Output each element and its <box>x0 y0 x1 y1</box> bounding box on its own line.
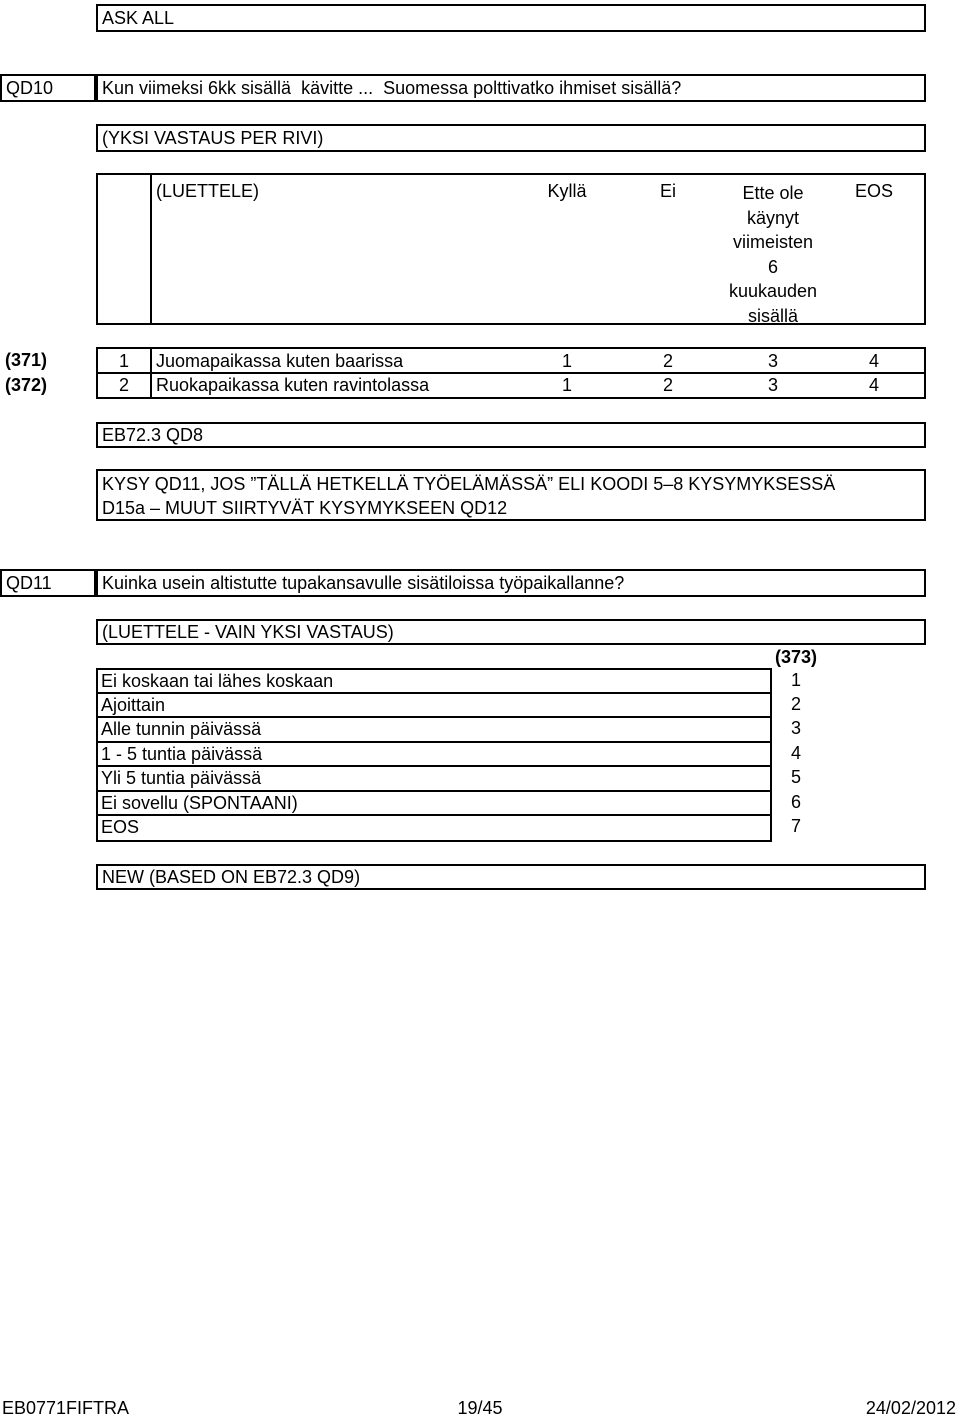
new-note-box <box>96 864 926 890</box>
row-code: 3 <box>767 351 778 371</box>
row-label: Juomapaikassa kuten baarissa <box>156 351 404 371</box>
option-code: 5 <box>790 767 801 787</box>
row-label: Ruokapaikassa kuten ravintolassa <box>156 375 430 395</box>
footer-doc-id: EB0771FIFTRA <box>2 1398 130 1418</box>
qd11-code: QD11 <box>6 573 52 593</box>
source-note-box <box>96 422 926 448</box>
qd10-question-box <box>96 74 926 102</box>
option-divider <box>98 741 770 743</box>
header-not-visited-line: 6 <box>767 256 778 277</box>
header-not-visited <box>718 181 828 328</box>
header-not-visited-line: Ette ole <box>742 183 804 203</box>
option-code: 3 <box>790 718 801 738</box>
option-divider <box>98 716 770 718</box>
option-label: Ajoittain <box>101 695 166 715</box>
option-code: 2 <box>790 694 801 714</box>
option-code: 7 <box>790 816 801 836</box>
filter-line: KYSY QD11, JOS ”TÄLLÄ HETKELLÄ TYÖELÄMÄSSÄ” ELI KOODI 5–8 KYSYMYKSESSÄ <box>102 474 836 494</box>
option-label: Yli 5 tuntia päivässä <box>101 768 262 788</box>
option-divider <box>98 790 770 792</box>
row-divider <box>98 372 924 374</box>
header-not-visited-line: viimeisten <box>732 232 814 252</box>
row-code: 2 <box>662 351 673 371</box>
qd11-instruction-box <box>96 619 926 645</box>
qd10-question: Kun viimeksi 6kk sisällä kävitte ... Suomessa polttivatko ihmiset sisällä? <box>102 78 682 98</box>
qd11-question: Kuinka usein altistutte tupakansavulle sisätiloissa työpaikallanne? <box>102 573 625 593</box>
header-not-visited-line: käynyt <box>746 207 800 228</box>
option-code: 1 <box>790 670 801 690</box>
row-code: 1 <box>561 351 572 371</box>
header-not-visited-line: kuukauden <box>728 281 818 301</box>
header-divider <box>150 175 152 323</box>
option-label: 1 - 5 tuntia päivässä <box>101 744 263 764</box>
col-divider <box>150 349 152 397</box>
option-label: Alle tunnin päivässä <box>101 719 262 739</box>
option-divider <box>98 814 770 816</box>
header-list: (LUETTELE) <box>156 181 260 201</box>
qd10-instruction-box <box>96 124 926 152</box>
qd11-code-box <box>0 569 96 597</box>
option-label: Ei koskaan tai lähes koskaan <box>101 671 334 691</box>
row-code: 1 <box>561 375 572 395</box>
row-code: 2 <box>662 375 673 395</box>
qd11-question-box <box>96 569 926 597</box>
row-var-371: (371) <box>5 350 48 370</box>
header-not-visited-line: sisällä <box>747 305 799 326</box>
ask-all-box <box>96 4 926 32</box>
qd10-rows-table <box>96 347 926 399</box>
option-label: Ei sovellu (SPONTAANI) <box>101 793 298 813</box>
qd11-var: (373) <box>774 647 818 667</box>
filter-box <box>96 469 926 521</box>
header-yes: Kyllä <box>547 181 587 201</box>
row-code: 4 <box>868 351 879 371</box>
footer-date: 24/02/2012 <box>865 1398 956 1418</box>
option-divider <box>98 765 770 767</box>
filter-line: D15a – MUUT SIIRTYVÄT KYSYMYKSEEN QD12 <box>102 498 508 518</box>
row-code: 4 <box>868 375 879 395</box>
source-note: EB72.3 QD8 <box>102 425 204 445</box>
footer-page: 19/45 <box>457 1398 503 1418</box>
header-no: Ei <box>659 181 676 201</box>
qd11-options-table <box>96 668 772 842</box>
row-num: 2 <box>118 375 129 395</box>
row-code: 3 <box>767 375 778 395</box>
ask-all-label: ASK ALL <box>102 8 175 28</box>
qd10-instruction: (YKSI VASTAUS PER RIVI) <box>102 128 324 148</box>
new-note: NEW (BASED ON EB72.3 QD9) <box>102 867 361 887</box>
qd10-header-table <box>96 173 926 325</box>
qd10-code: QD10 <box>6 78 54 98</box>
option-label: EOS <box>101 817 140 837</box>
option-code: 4 <box>790 743 801 763</box>
qd11-instruction: (LUETTELE - VAIN YKSI VASTAUS) <box>102 622 394 642</box>
option-code: 6 <box>790 792 801 812</box>
row-var-372: (372) <box>5 375 48 395</box>
option-divider <box>98 692 770 694</box>
header-dk: EOS <box>854 181 893 201</box>
row-num: 1 <box>118 351 129 371</box>
qd10-code-box <box>0 74 96 102</box>
